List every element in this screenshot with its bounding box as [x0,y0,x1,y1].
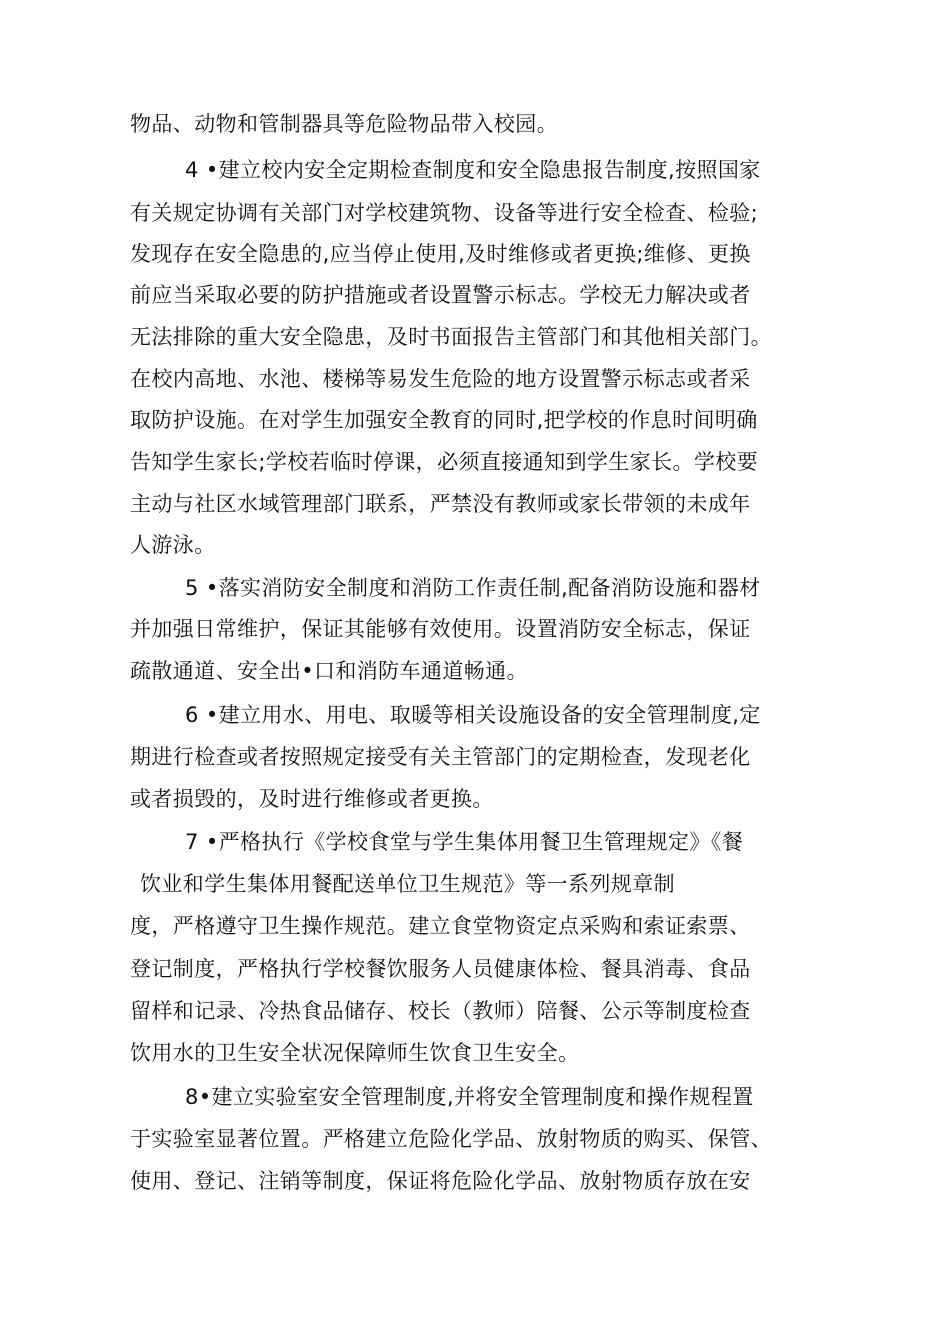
text-line: 度，严格遵守卫生操作规范。建立食堂物资定点采购和索证索票、 [130,914,751,938]
paragraph-6-first-line: 6 •建立用水、用电、取暖等相关设施设备的安全管理制度,定 [185,703,761,727]
text-line: 饮业和学生集体用餐配送单位卫生规范》等一系列规章制 [140,872,675,896]
text-line: 期进行检查或者按照规定接受有关主管部门的定期检查，发现老化 [130,745,751,769]
text-line: 并加强日常维护，保证其能够有效使用。设置消防安全标志，保证 [130,617,751,641]
text-line: 取防护设施。在对学生加强安全教育的同时,把学校的作息时间明确 [130,408,758,432]
text-line: 饮用水的卫生安全状况保障师生饮食卫生安全。 [130,1041,580,1065]
paragraph-5-first-line: 5 •落实消防安全制度和消防工作责任制,配备消防设施和器材 [185,576,761,600]
paragraph-7-first-line: 7 •严格执行《学校食堂与学生集体用餐卫生管理规定》《餐 [185,830,744,854]
text-line: 在校内高地、水池、楼梯等易发生危险的地方设置警示标志或者采 [130,367,751,391]
text-line: 前应当采取必要的防护措施或者设置警示标志。学校无力解决或者 [130,283,751,307]
text-line: 留样和记录、冷热食品储存、校长（教师）陪餐、公示等制度检查 [130,999,751,1023]
paragraph-4-first-line: 4 •建立校内安全定期检查制度和安全隐患报告制度,按照国家 [185,158,761,182]
text-line: 发现存在安全隐患的,应当停止使用,及时维修或者更换;维修、更换 [130,242,751,266]
text-line: 无法排除的重大安全隐患，及时书面报告主管部门和其他相关部门。 [130,325,772,349]
text-line: 登记制度，严格执行学校餐饮服务人员健康体检、餐具消毒、食品 [130,957,751,981]
text-line: 疏散通道、安全出•口和消防车通道畅通。 [130,659,528,683]
text-line: 告知学生家长;学校若临时停课，必须直接通知到学生家长。学校要 [130,450,759,474]
text-line: 有关规定协调有关部门对学校建筑物、设备等进行安全检查、检验; [130,201,759,225]
text-line: 主动与社区水域管理部门联系，严禁没有教师或家长带领的未成年 [130,492,751,516]
text-line: 于实验室显著位置。严格建立危险化学品、放射物质的购买、保管、 [130,1127,772,1151]
text-line: 人游泳。 [130,533,216,557]
text-line: 使用、登记、注销等制度，保证将危险化学品、放射物质存放在安 [130,1169,751,1193]
text-line: 或者损毁的，及时进行维修或者更换。 [130,787,494,811]
text-line: 物品、动物和管制器具等危险物品带入校园。 [130,112,558,136]
paragraph-8-first-line: 8•建立实验室安全管理制度,并将安全管理制度和操作规程置 [185,1085,754,1109]
